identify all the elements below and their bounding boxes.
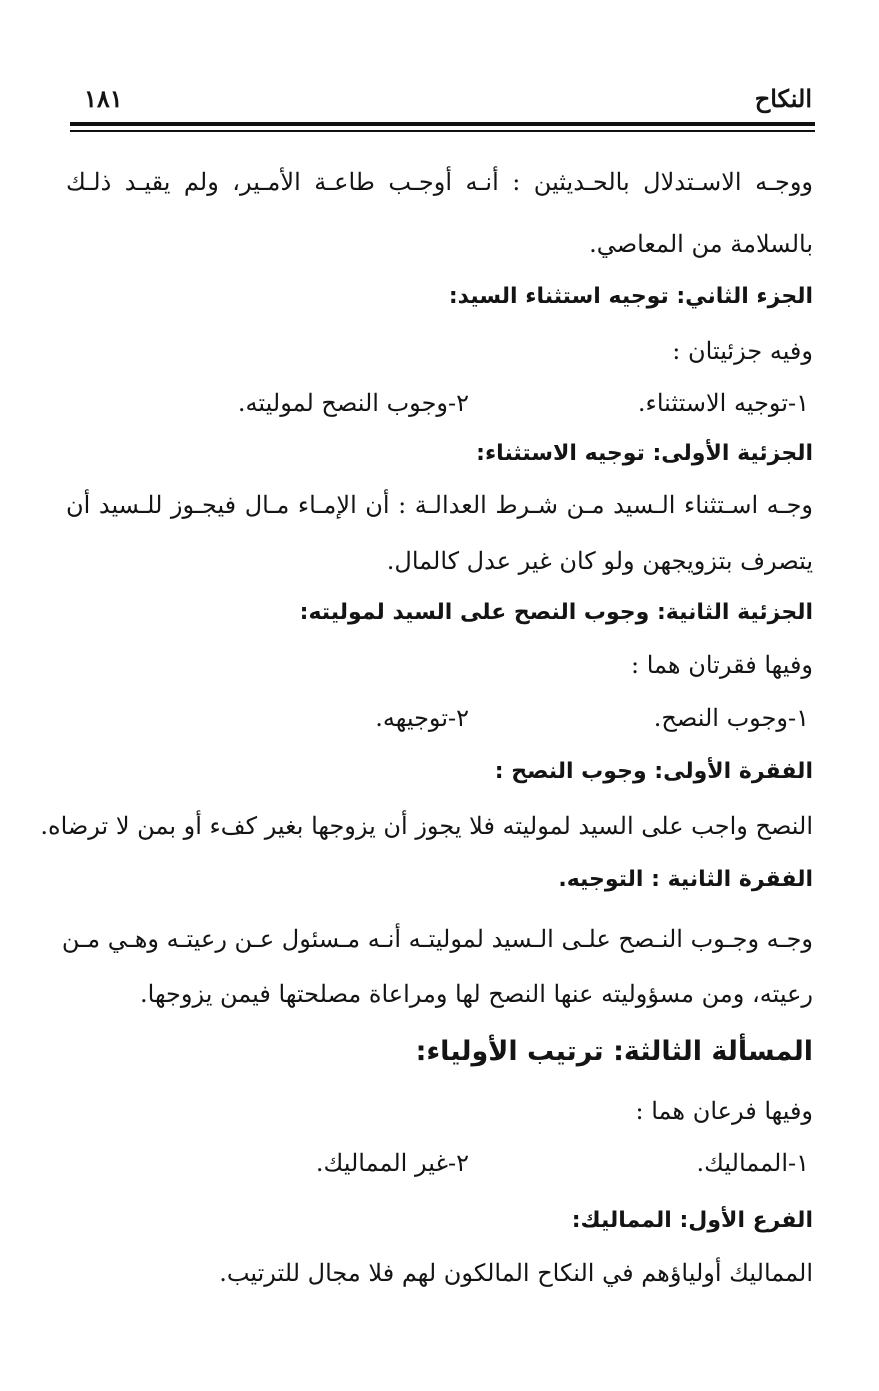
list-item: ١-وجوب النصح. bbox=[653, 704, 809, 732]
paragraph-line: وفيه جزئيتان : bbox=[672, 337, 813, 365]
list-item: ١-المماليك. bbox=[696, 1149, 809, 1177]
paragraph-line: وفيها فقرتان هما : bbox=[631, 651, 813, 679]
list-item: ٢-توجيهه. bbox=[375, 704, 469, 732]
section-heading: الجزء الثاني: توجيه استثناء السيد: bbox=[448, 284, 813, 309]
section-heading: الفقرة الثانية : التوجيه. bbox=[558, 867, 813, 892]
paragraph-line: ووجـه الاسـتدلال بالحـديثين : أنـه أوجـب طاعـة الأمـير، ولم يقيـد ذلـك bbox=[66, 168, 813, 196]
paragraph-line: يتصرف بتزويجهن ولو كان غير عدل كالمال. bbox=[386, 547, 813, 575]
list-item: ٢-وجوب النصح لموليته. bbox=[237, 389, 469, 417]
header-rule-thin bbox=[70, 130, 815, 132]
header-title: النكاح bbox=[754, 84, 812, 113]
header-rule-thick bbox=[70, 122, 815, 126]
paragraph-line: بالسلامة من المعاصي. bbox=[589, 230, 813, 258]
paragraph-line: وجـه وجـوب النـصح علـى الـسيد لموليتـه أنـه مـسئول عـن رعيتـه وهـي مـن bbox=[61, 925, 813, 953]
list-item: ٢-غير المماليك. bbox=[315, 1149, 469, 1177]
running-header bbox=[72, 84, 812, 124]
chapter-heading: المسألة الثالثة: ترتيب الأولياء: bbox=[415, 1036, 813, 1067]
paragraph-line: المماليك أولياؤهم في النكاح المالكون لهم فلا مجال للترتيب. bbox=[219, 1259, 813, 1287]
section-heading: الجزئية الثانية: وجوب النصح على السيد لموليته: bbox=[299, 600, 813, 625]
paragraph-line: وجـه اسـتثناء الـسيد مـن شـرط العدالـة : أن الإمـاء مـال فيجـوز للـسيد أن bbox=[66, 491, 813, 519]
paragraph-line: رعيته، ومن مسؤوليته عنها النصح لها ومراعاة مصلحتها فيمن يزوجها. bbox=[140, 980, 813, 1008]
section-heading: الفرع الأول: المماليك: bbox=[571, 1208, 813, 1233]
page-number: ١٨١ bbox=[84, 84, 123, 113]
list-item: ١-توجيه الاستثناء. bbox=[637, 389, 809, 417]
section-heading: الفقرة الأولى: وجوب النصح : bbox=[494, 759, 813, 784]
paragraph-line: وفيها فرعان هما : bbox=[635, 1097, 813, 1125]
section-heading: الجزئية الأولى: توجيه الاستثناء: bbox=[476, 441, 813, 466]
paragraph-line: النصح واجب على السيد لموليته فلا يجوز أن يزوجها بغير كفء أو بمن لا ترضاه. bbox=[40, 812, 813, 840]
